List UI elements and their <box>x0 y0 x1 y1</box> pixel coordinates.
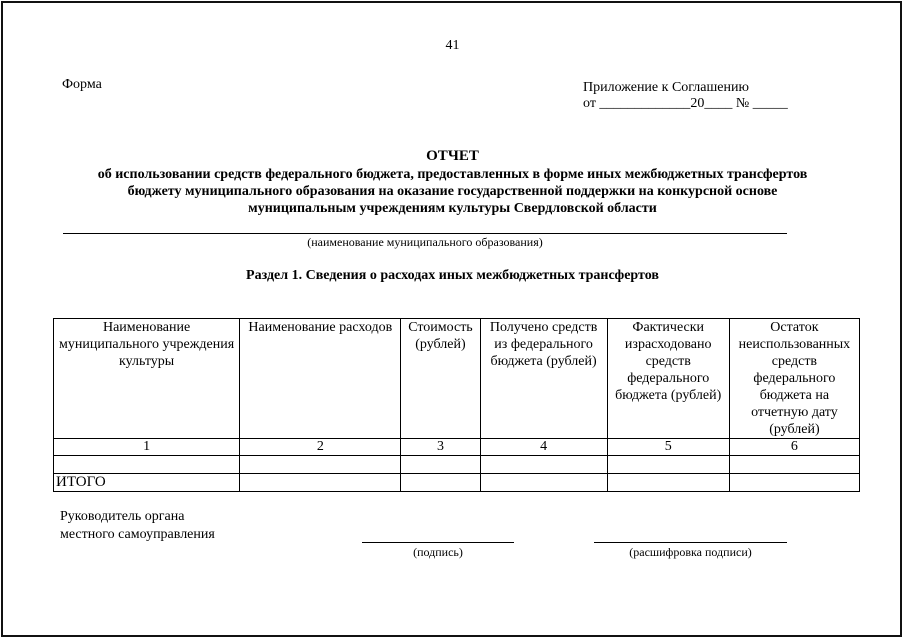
column-number: 6 <box>729 439 859 456</box>
report-subtitle <box>40 166 865 217</box>
appendix-line2: от _____________20____ № _____ <box>583 96 788 111</box>
total-label: ИТОГО <box>54 474 240 492</box>
column-number: 5 <box>607 439 729 456</box>
report-title: ОТЧЕТ <box>426 148 479 164</box>
total-row <box>54 474 860 492</box>
decoding-line <box>594 542 787 543</box>
signature-caption: (подпись) <box>413 545 463 559</box>
table-cell[interactable] <box>480 474 607 492</box>
table-cell[interactable] <box>729 456 859 474</box>
head-title-line1: Руководитель органа <box>60 509 185 524</box>
signature-line <box>362 542 514 543</box>
table-cell[interactable] <box>401 474 480 492</box>
table-row <box>54 456 860 474</box>
municipality-caption: (наименование муниципального образования) <box>307 235 543 249</box>
table-cell[interactable] <box>401 456 480 474</box>
header-expense-name: Наименование расходов <box>240 319 401 439</box>
table-cell[interactable] <box>607 456 729 474</box>
section-title: Раздел 1. Сведения о расходах иных межбюджетных трансфертов <box>246 268 659 283</box>
table-cell[interactable] <box>729 474 859 492</box>
header-cost: Стоимость (рублей) <box>401 319 480 439</box>
table-cell[interactable] <box>54 456 240 474</box>
column-number: 3 <box>401 439 480 456</box>
report-subtitle-line1: об использовании средств федерального бюджета, предоставленных в форме иных межбюджетных трансфертов <box>97 167 808 182</box>
decoding-caption: (расшифровка подписи) <box>629 545 752 559</box>
page-number: 41 <box>445 38 460 53</box>
table-cell[interactable] <box>240 456 401 474</box>
column-number: 2 <box>240 439 401 456</box>
column-number-row <box>54 439 860 456</box>
column-number: 4 <box>480 439 607 456</box>
header-remaining: Остаток неиспользованных средств федерального бюджета на отчетную дату (рублей) <box>729 319 859 439</box>
table-header-row <box>54 319 860 439</box>
header-institution: Наименование муниципального учреждения культуры <box>54 319 240 439</box>
report-subtitle-line2: бюджету муниципального образования на оказание государственной поддержки на конкурсной основе <box>127 184 778 199</box>
municipality-fill-line <box>63 233 787 234</box>
report-subtitle-line3: муниципальным учреждениям культуры Свердловской области <box>248 201 657 216</box>
head-title-line2: местного самоуправления <box>60 527 215 542</box>
report-table <box>53 318 860 492</box>
appendix-line1: Приложение к Соглашению <box>583 80 749 95</box>
table-cell[interactable] <box>480 456 607 474</box>
table-cell[interactable] <box>240 474 401 492</box>
header-received: Получено средств из федерального бюджета (рублей) <box>480 319 607 439</box>
column-number: 1 <box>54 439 240 456</box>
header-spent: Фактически израсходовано средств федерального бюджета (рублей) <box>607 319 729 439</box>
form-label: Форма <box>62 77 102 92</box>
table-cell[interactable] <box>607 474 729 492</box>
